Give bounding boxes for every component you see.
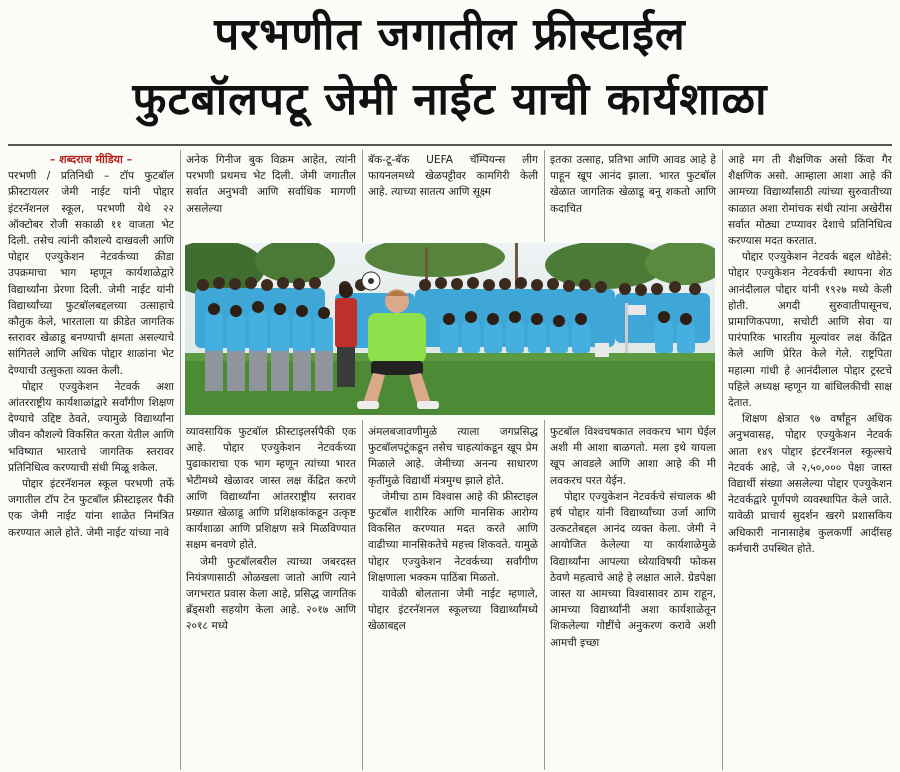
paragraph: आहे मग ती शैक्षणिक असो किंवा गैर शैक्षणिक असो. आम्हाला आशा आहे की आमच्या विद्यार्थ्यांसाठी त्यांच्या सुरुवातीच्या काळात अशा रोमांचक संधी त्यांना अखेरीस सर्वात मोठ्या टप्प्यावर देशाचे प्रतिनिधित्व करण्यास मदत करतात. bbox=[728, 154, 892, 248]
column-divider bbox=[180, 150, 181, 770]
article-column-1 bbox=[8, 152, 174, 768]
article-column-3-bottom bbox=[368, 424, 538, 768]
column-divider bbox=[362, 150, 363, 242]
article-column-4-top bbox=[550, 152, 716, 240]
paragraph: यावेळी बोलताना जेमी नाईट म्हणाले, पोद्दार इंटरनॅशनल स्कूलच्या विद्यार्थ्यांमध्ये खेळाबद्दल bbox=[368, 588, 538, 633]
group-photo-illustration bbox=[185, 243, 715, 415]
article-column-5 bbox=[728, 152, 892, 768]
paragraph: फुटबॉल विश्वचषकात लवकरच भाग घेईल अशी मी आशा बाळगतो. मला इथे यायला खूप आवडले आणि आशा आहे की मी लवकरच परत येईन. bbox=[550, 426, 716, 487]
paragraph: इतका उत्साह, प्रतिभा आणि आवड आहे हे पाहून खूप आनंद झाला. भारत फुटबॉल खेळात जागतिक खेळाडू बनू शकतो आणि कदाचित bbox=[550, 154, 716, 215]
headline-rule bbox=[8, 144, 892, 146]
article-column-3-top bbox=[368, 152, 538, 240]
column-divider bbox=[544, 420, 545, 770]
paragraph: व्यावसायिक फुटबॉल फ्रीस्टाइलर्सपैकी एक आहे. पोद्दार एज्युकेशन नेटवर्कच्या पुढाकाराचा एक भाग म्हणून त्यांच्या भारत भेटीमध्ये खेळावर जास्त लक्ष केंद्रित करणे आणि विद्यार्थ्यांना आंतरराष्ट्रीय स्तरावर प्रख्यात खेळाडू आणि प्रशिक्षकांकडून उत्कृष्ट कार्यशाळा आणि प्रशिक्षण सत्रे मिळविण्यात सक्षम बनवणे होते. bbox=[186, 426, 356, 552]
article-column-2-top bbox=[186, 152, 356, 240]
headline-line-1: परभणीत जगातील फ्रीस्टाईल bbox=[214, 9, 686, 60]
paragraph: अंमलबजावणीमुळे त्याला जगप्रसिद्ध फुटबॉलपटूंकडून तसेच चाहत्यांकडून खूप प्रेम मिळाले आहे. जेमीच्या अनन्य साधारण कृतींमुळे विद्यार्थी मंत्रमुग्ध झाले होते. bbox=[368, 426, 538, 487]
headline-line-2: फुटबॉलपटू जेमी नाईट याची कार्यशाळा bbox=[132, 74, 768, 125]
byline: – शब्दराज मीडिया – bbox=[49, 153, 133, 166]
paragraph: परभणी / प्रतिनिधी – टॉप फुटबॉल फ्रीस्टायलर जेमी नाईट यांनी पोद्दार इंटरनॅशनल स्कूल, परभणी येथे २२ ऑक्टोबर रोजी सकाळी ११ वाजता भेट दिली. तसेच त्यांनी कौशल्ये दाखवली आणि पोद्दार एज्युकेशन नेटवर्कच्या क्रीडा उपक्रमाचा भाग म्हणून कार्यशाळेद्वारे विद्यार्थ्यांना प्रेरणा दिली. जेमी नाईट यांनी विद्यार्थ्यांच्या फुटबॉलबद्दलच्या उत्साहाचे कौतुक केले, भारताला या क्रीडेत जागतिक स्तरावर खेळाडू बनण्याची क्षमता असल्याचे सांगितले आणि अधिक पोद्दार शाळांना भेट देण्याची उत्सुकता व्यक्त केली. bbox=[8, 170, 174, 377]
paragraph: अनेक गिनीज बुक विक्रम आहेत, त्यांनी परभणी प्रथमच भेट दिली. जेमी जगातील सर्वात अनुभवी आणि सर्वाधिक मागणी असलेल्या bbox=[186, 154, 356, 215]
column-divider bbox=[362, 420, 363, 770]
paragraph: शिक्षण क्षेत्रात ९७ वर्षांहून अधिक अनुभवासह, पोद्दार एज्युकेशन नेटवर्क आता १४९ पोद्दार इंटरनॅशनल स्कूल्सचे नेटवर्क आहे, जे २,५०,००० पेक्षा जास्त विद्यार्थी संख्या असलेल्या पोद्दार एज्युकेशन नेटवर्कद्वारे पूर्णपणे व्यवस्थापित केले जाते. यावेळी प्राचार्य सुदर्शन खरगे प्रशासकिय अधिकारी नानासाहेब कुलकर्णी आदींसह कर्मचारी उपस्थित होते. bbox=[728, 413, 892, 555]
article-column-4-bottom bbox=[550, 424, 716, 768]
column-divider bbox=[544, 150, 545, 242]
column-divider bbox=[722, 150, 723, 770]
paragraph: पोद्दार एज्युकेशन नेटवर्क अशा आंतरराष्ट्रीय कार्यशाळांद्वारे सर्वांगीण शिक्षण देण्याचे उद्दिष्ट ठेवते, ज्यामुळे विद्यार्थ्यांना जीवन कौशल्ये विकसित करता येतील आणि भविष्यात भारताचे जागतिक स्तरावर प्रतिनिधित्व करण्याची संधी मिळू शकेल. bbox=[8, 380, 174, 474]
article-column-2-bottom bbox=[186, 424, 356, 768]
paragraph: जेमीचा ठाम विश्वास आहे की फ्रीस्टाइल फुटबॉल शारीरिक आणि मानसिक आरोग्य विकसित करण्यात मदत करते आणि वाढीच्या मानसिकतेचे महत्त्व शिकवते. यामुळे पोद्दार एज्युकेशन नेटवर्कच्या सर्वांगीण शिक्षणाला भक्कम पाठिंबा मिळतो. bbox=[368, 490, 538, 584]
group-photo bbox=[185, 243, 715, 415]
paragraph: बॅक-टू-बॅक UEFA चॅम्पियन्स लीग फायनलमध्ये खेळपट्टीवर कामगिरी केली आहे. त्याच्या सातत्य आणि सूक्ष्म bbox=[368, 154, 538, 199]
paragraph: जेमी फुटबॉलबरील त्याच्या जबरदस्त नियंत्रणासाठी ओळखला जातो आणि त्याने जगभरात प्रवास केला आहे, प्रसिद्ध जागतिक ब्रँड्सशी सहयोग केला आहे. २०१७ आणि २०१८ मध्ये bbox=[186, 555, 356, 633]
paragraph: पोद्दार इंटरनॅशनल स्कूल परभणी तर्फे जगातील टॉप टेन फुटबॉल फ्रीस्टाइलर पैकी एक जेमी नाईट यांना शाळेत निमंत्रित करण्यात आले होते. जेमी नाईट यांच्या नावे bbox=[8, 478, 174, 539]
paragraph: पोद्दार एज्युकेशन नेटवर्कचे संचालक श्री हर्ष पोद्दार यांनी विद्यार्थ्यांच्या उर्जा आणि उत्कटतेबद्दल आनंद व्यक्त केला. जेमी ने आयोजित केलेल्या या कार्यशाळेमुळे विद्यार्थ्यांना आपल्या ध्येयाविषयी फोकस ठेवणे महत्वाचे आहे हे लक्षात आले. ग्रेडपेक्षा जास्त या आमच्या विश्वासावर ठाम राहून, आमच्या विद्यार्थ्यांनी अशा कार्यशाळेतून शिकलेल्या गोष्टींचे अनुकरण करावे अशी आमची इच्छा bbox=[550, 490, 716, 649]
paragraph: पोद्दार एज्युकेशन नेटवर्क बद्दल थोडेसे: पोद्दार एज्युकेशन नेटवर्कची स्थापना शेठ आनंदीलाल पोद्दार यांनी १९२७ मध्ये केली होती. अगदी सुरुवातीपासूनच, प्रामाणिकपणा, सचोटी आणि सेवा या पारंपारिक भारतीय मूल्यांवर लक्ष केंद्रित केले आणि प्रेरित केले गेले. राष्ट्रपिता महात्मा गांधी हे आनंदीलाल पोद्दार ट्रस्टचे पहिले अध्यक्ष म्हणून या बांधिलकीची साक्ष देतात. bbox=[728, 251, 892, 410]
